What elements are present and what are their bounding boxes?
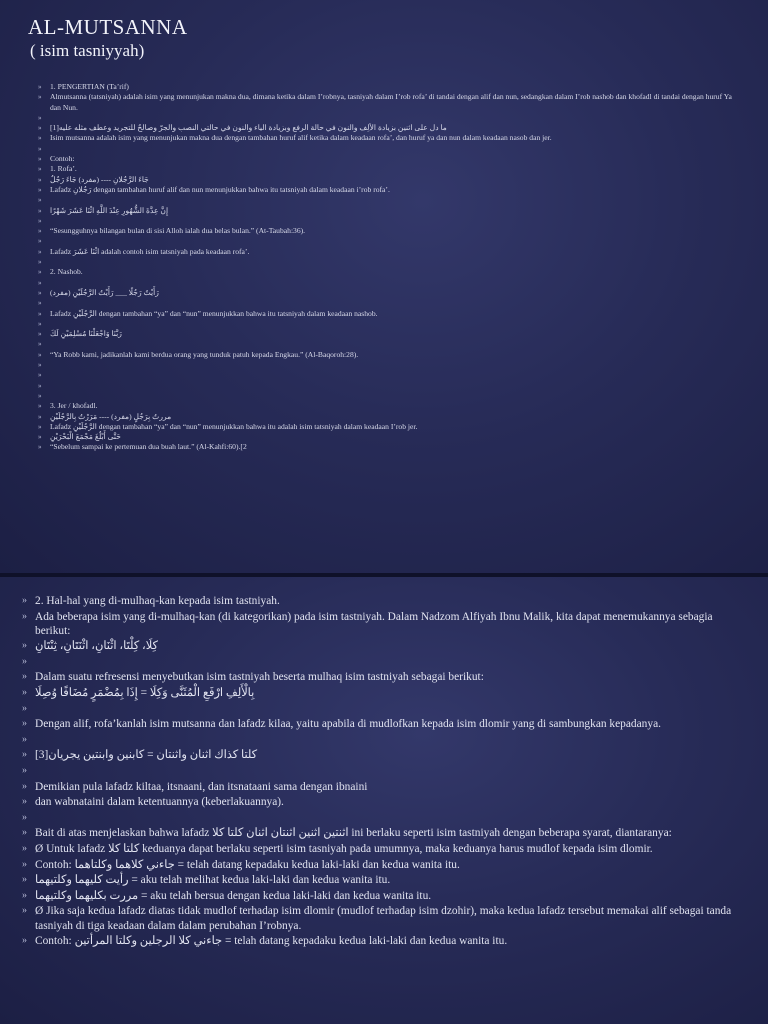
bullet-text: dan wabnataini dalam ketentuannya (keberlakuannya).: [35, 796, 284, 809]
bullet-text: Contoh:: [50, 154, 75, 164]
bullet-item: [22, 594, 748, 610]
bullet-text: Ø Untuk lafadz كلتا كلا keduanya dapat berlaku seperti isim tasniyah pada umumnya, maka keduanya harus mudlof kepada isim dlomir.: [35, 842, 653, 855]
bullet-icon: »: [38, 258, 42, 267]
bullet-text: مررت بكليهما وكلتيهما = aku telah bersua dengan kedua laki-laki dan kedua wanita itu.: [35, 889, 432, 902]
bullet-icon: »: [38, 288, 42, 297]
slide-2: [0, 577, 768, 1024]
bullet-text: Ø Jika saja kedua lafadz diatas tidak mudlof terhadap isim dlomir (mudlof terhadap isim dzohir), maka kedua lafadz tersebut memakai alif sebagai tanda tasniyah di tiga keadaan dalam dalam perubahan I’robnya.: [35, 905, 732, 933]
bullet-icon: »: [22, 749, 27, 761]
bullet-item: [38, 82, 743, 92]
bullet-icon: »: [38, 247, 42, 256]
bullet-icon: »: [38, 237, 42, 246]
bullet-icon: »: [22, 733, 27, 745]
bullet-icon: »: [38, 206, 42, 215]
bullet-icon: »: [22, 640, 27, 652]
bullet-icon: »: [22, 595, 27, 606]
bullet-item: [38, 401, 743, 411]
bullet-icon: »: [38, 422, 42, 431]
slide-1-bullet-list: [38, 82, 743, 453]
bullet-text: بِالْأَلِفِ ارْفَعِ الْمُثَنَّى وَكِلَا = إِذَا بِمُضْمَرٍ مُضَافًا وُصِلَا: [35, 686, 255, 699]
bullet-item: [38, 381, 743, 391]
bullet-item: [38, 206, 743, 216]
bullet-item: [22, 780, 748, 796]
bullet-icon: »: [38, 278, 42, 287]
bullet-text: Dengan alif, rofa’kanlah isim mutsanna dan lafadz kilaa, yaitu apabila di mudlofkan kepada isim dlomir yang di sambungkan kepadanya.: [35, 718, 661, 731]
bullet-icon: »: [38, 391, 42, 400]
bullet-item: [38, 175, 743, 185]
bullet-text: 1. PENGERTIAN (Ta’rif): [50, 82, 129, 91]
bullet-text: كِلَا، كِلْتَا، اثْنَانِ، اثْنَتَانِ، ثِنْتَانِ: [35, 640, 158, 653]
bullet-icon: »: [38, 381, 42, 390]
bullet-item: [22, 811, 748, 827]
bullet-item: [38, 339, 743, 349]
bullet-text: Lafadz الرَّجُلَيْنِ dengan tambahan “ya” dan “nun” menunjukkan bahwa itu tatsniyah dalam keadaan nashob.: [50, 308, 378, 318]
bullet-item: [38, 216, 743, 226]
bullet-icon: »: [22, 655, 27, 667]
slide-2-bullet-list: [22, 594, 748, 949]
bullet-icon: »: [38, 268, 42, 277]
bullet-item: [38, 288, 743, 298]
bullet-item: [38, 267, 743, 277]
bullet-item: [38, 164, 743, 174]
bullet-item: [22, 889, 748, 905]
bullet-icon: »: [38, 134, 42, 143]
bullet-item: [38, 442, 743, 452]
bullet-icon: »: [38, 299, 42, 308]
bullet-item: [38, 123, 743, 133]
bullet-item: [22, 670, 748, 686]
bullet-item: [38, 278, 743, 288]
bullet-icon: »: [38, 175, 42, 184]
slide-subtitle: ( isim tasniyyah): [30, 41, 145, 60]
bullet-item: [22, 717, 748, 733]
bullet-item: [38, 133, 743, 143]
bullet-text: Dalam suatu refresensi menyebutkan isim tastniyah beserta mulhaq isim tastniyah sebagai berikut:: [35, 671, 484, 684]
bullet-text: رَبَّنَا وَاجْعَلْنَا مُسْلِمَيْنِ لَكَ: [50, 329, 122, 339]
bullet-icon: »: [38, 340, 42, 349]
bullet-icon: »: [38, 433, 42, 442]
bullet-icon: »: [22, 764, 27, 776]
bullet-item: [38, 226, 743, 236]
bullet-icon: »: [38, 402, 42, 411]
bullet-icon: »: [22, 842, 27, 854]
bullet-icon: »: [38, 144, 42, 153]
bullet-icon: »: [22, 780, 27, 792]
bullet-text: 3. Jer / khofadl.: [50, 401, 98, 411]
bullet-icon: »: [22, 905, 27, 917]
bullet-text: Contoh: جاءني كلا الرجلين وكلتا المرأتين = telah datang kepadaku kedua laki-laki dan kedua wanita itu.: [35, 934, 508, 947]
bullet-icon: »: [22, 796, 27, 808]
bullet-item: [38, 309, 743, 319]
bullet-icon: »: [38, 227, 42, 236]
bullet-text: 2. Hal-hal yang di-mulhaq-kan kepada isim tastniyah.: [35, 595, 280, 607]
bullet-text: 1. Rofa’.: [50, 164, 77, 174]
bullet-text: Lafadz اثْنَا عَشَرَ adalah contoh isim tatsniyah pada keadaan rofa’.: [50, 246, 250, 256]
bullet-item: [38, 195, 743, 205]
bullet-icon: »: [38, 319, 42, 328]
bullet-icon: »: [38, 361, 42, 370]
bullet-item: [38, 185, 743, 195]
bullet-icon: »: [38, 113, 42, 122]
bullet-item: [38, 319, 743, 329]
bullet-icon: »: [38, 124, 42, 133]
bullet-icon: »: [38, 309, 42, 318]
bullet-text: إِنَّ عِدَّةَ الشُّهُورِ عِنْدَ اللَّهِ اثْنَا عَشَرَ شَهْرًا: [50, 205, 169, 215]
bullet-text: Isim mutsanna adalah isim yang menunjukan makna dua dengan tambahan huruf alif ketika dalam keadaan rofa’, dan huruf ya dan nun dalam keadaan nasob dan jer.: [50, 133, 552, 143]
bullet-icon: »: [38, 350, 42, 359]
bullet-item: [38, 247, 743, 257]
bullet-item: [38, 412, 743, 422]
bullet-icon: »: [38, 216, 42, 225]
bullet-icon: »: [38, 196, 42, 205]
bullet-item: [22, 748, 748, 764]
bullet-item: [38, 432, 743, 442]
bullet-item: [22, 934, 748, 950]
bullet-text: جَاءَ الرَّجُلانِ ---- (مفرد) جَاءَ رَجُلٌ: [50, 174, 149, 184]
bullet-text: [1]ما دل على اثنين بزيادة الألِف والنون في حالة الرفع وبزيادة الياء والنون في حالتي النصب والجرّ وصالحٌ للتجريد وعطف مثله عليه: [50, 123, 447, 133]
bullet-item: [38, 298, 743, 308]
bullet-text: 2. Nashob.: [50, 267, 83, 277]
bullet-item: [22, 639, 748, 655]
bullet-text: Bait di atas menjelaskan bahwa lafadz اثنتين اثنين اثنتان اثنان كلتا كلا ini berlaku seperti isim tastniyah dengan beberapa syarat, diantaranya:: [35, 827, 672, 840]
bullet-item: [22, 904, 748, 934]
bullet-icon: »: [38, 93, 42, 102]
bullet-item: [38, 360, 743, 370]
bullet-item: [38, 329, 743, 339]
bullet-text: [3]كلتا كذاك اثنان واثنتان = كابنين وابنتين يجريان: [35, 749, 258, 762]
bullet-text: (مفرد) رَأَيْتُ رَجُلًا ___ رَأَيْتُ الرَّجُلَيْنِ: [50, 287, 159, 297]
bullet-item: [22, 826, 748, 842]
bullet-text: Contoh: جاءني كلاهما وكلتاهما = telah datang kepadaku kedua laki-laki dan kedua wanita itu.: [35, 858, 460, 871]
bullet-icon: »: [22, 702, 27, 714]
bullet-item: [22, 873, 748, 889]
bullet-item: [38, 422, 743, 432]
bullet-item: [38, 113, 743, 123]
bullet-item: [38, 350, 743, 360]
bullet-item: [22, 610, 748, 640]
bullet-item: [38, 370, 743, 380]
bullet-item: [38, 92, 743, 113]
bullet-item: [38, 391, 743, 401]
bullet-icon: »: [22, 610, 27, 622]
slide-title: AL-MUTSANNA: [28, 15, 188, 39]
bullet-icon: »: [22, 686, 27, 698]
bullet-item: [22, 795, 748, 811]
bullet-text: مررتُ بِرَجُلٍ (مفرد) ---- مَرَرْتُ بِالرَّجُلَيْنِ: [50, 411, 172, 421]
bullet-text: Demikian pula lafadz kiltaa, itsnaani, dan itsnataani sama dengan ibnaini: [35, 780, 368, 793]
bullet-text: “Sebelum sampai ke pertemuan dua buah laut.” (Al-Kahfi:60).[2: [50, 442, 247, 452]
bullet-icon: »: [38, 371, 42, 380]
bullet-text: “Sesungguhnya bilangan bulan di sisi Alloh ialah dua belas bulan.” (At-Taubah:36).: [50, 226, 306, 236]
bullet-item: [22, 702, 748, 718]
bullet-icon: »: [22, 811, 27, 823]
bullet-item: [22, 858, 748, 874]
bullet-icon: »: [38, 412, 42, 421]
bullet-icon: »: [22, 671, 27, 683]
bullet-item: [22, 764, 748, 780]
bullet-icon: »: [38, 155, 42, 164]
bullet-item: [38, 144, 743, 154]
bullet-icon: »: [38, 83, 42, 91]
bullet-item: [22, 686, 748, 702]
bullet-icon: »: [22, 718, 27, 730]
bullet-icon: »: [22, 934, 27, 946]
bullet-text: Ada beberapa isim yang di-mulhaq-kan (di kategorikan) pada isim tastniyah. Dalam Nadzom Alfiyah Ibnu Malik, kita dapat menemukannya sebagia berikut:: [35, 610, 713, 638]
bullet-icon: »: [38, 330, 42, 339]
bullet-text: “Ya Robb kami, jadikanlah kami berdua orang yang tunduk patuh kepada Engkau.” (Al-Baqoroh:28).: [50, 349, 359, 359]
bullet-icon: »: [22, 874, 27, 886]
bullet-item: [22, 655, 748, 671]
bullet-item: [22, 733, 748, 749]
bullet-text: Almutsanna (tatsniyah) adalah isim yang menunjukan makna dua, dimana ketika dalam I’robnya, tasniyah dalam I’rob rofa’ di tandai dengan alif dan nun, sedangkan dalam I’rob nashob dan khofadl di tandai dengan huruf Ya dan Nun.: [50, 92, 732, 112]
bullet-text: Lafadz رَجُلانِ dengan tambahan huruf alif dan nun menunjukkan bahwa itu tatsniyah dalam keadaan i’rob rofa’.: [50, 184, 390, 194]
bullet-item: [38, 236, 743, 246]
bullet-icon: »: [22, 889, 27, 901]
bullet-text: حَتَّى أَبْلُغَ مَجْمَعَ الْبَحْرَيْنِ: [50, 432, 121, 442]
bullet-item: [22, 842, 748, 858]
bullet-item: [38, 154, 743, 164]
bullet-text: رأيت كليهما وكلتيهما = aku telah melihat kedua laki-laki dan kedua wanita itu.: [35, 874, 391, 887]
bullet-icon: »: [22, 858, 27, 870]
bullet-text: Lafadz الرَّجُلَيْنِ dengan tambahan “ya” dan “nun” menunjukkan bahwa itu adalah isim tatsniyah dalam keadaan I’rob jer.: [50, 421, 418, 431]
bullet-item: [38, 257, 743, 267]
bullet-icon: »: [22, 827, 27, 839]
bullet-icon: »: [38, 165, 42, 174]
bullet-icon: »: [38, 443, 42, 452]
bullet-icon: »: [38, 185, 42, 194]
